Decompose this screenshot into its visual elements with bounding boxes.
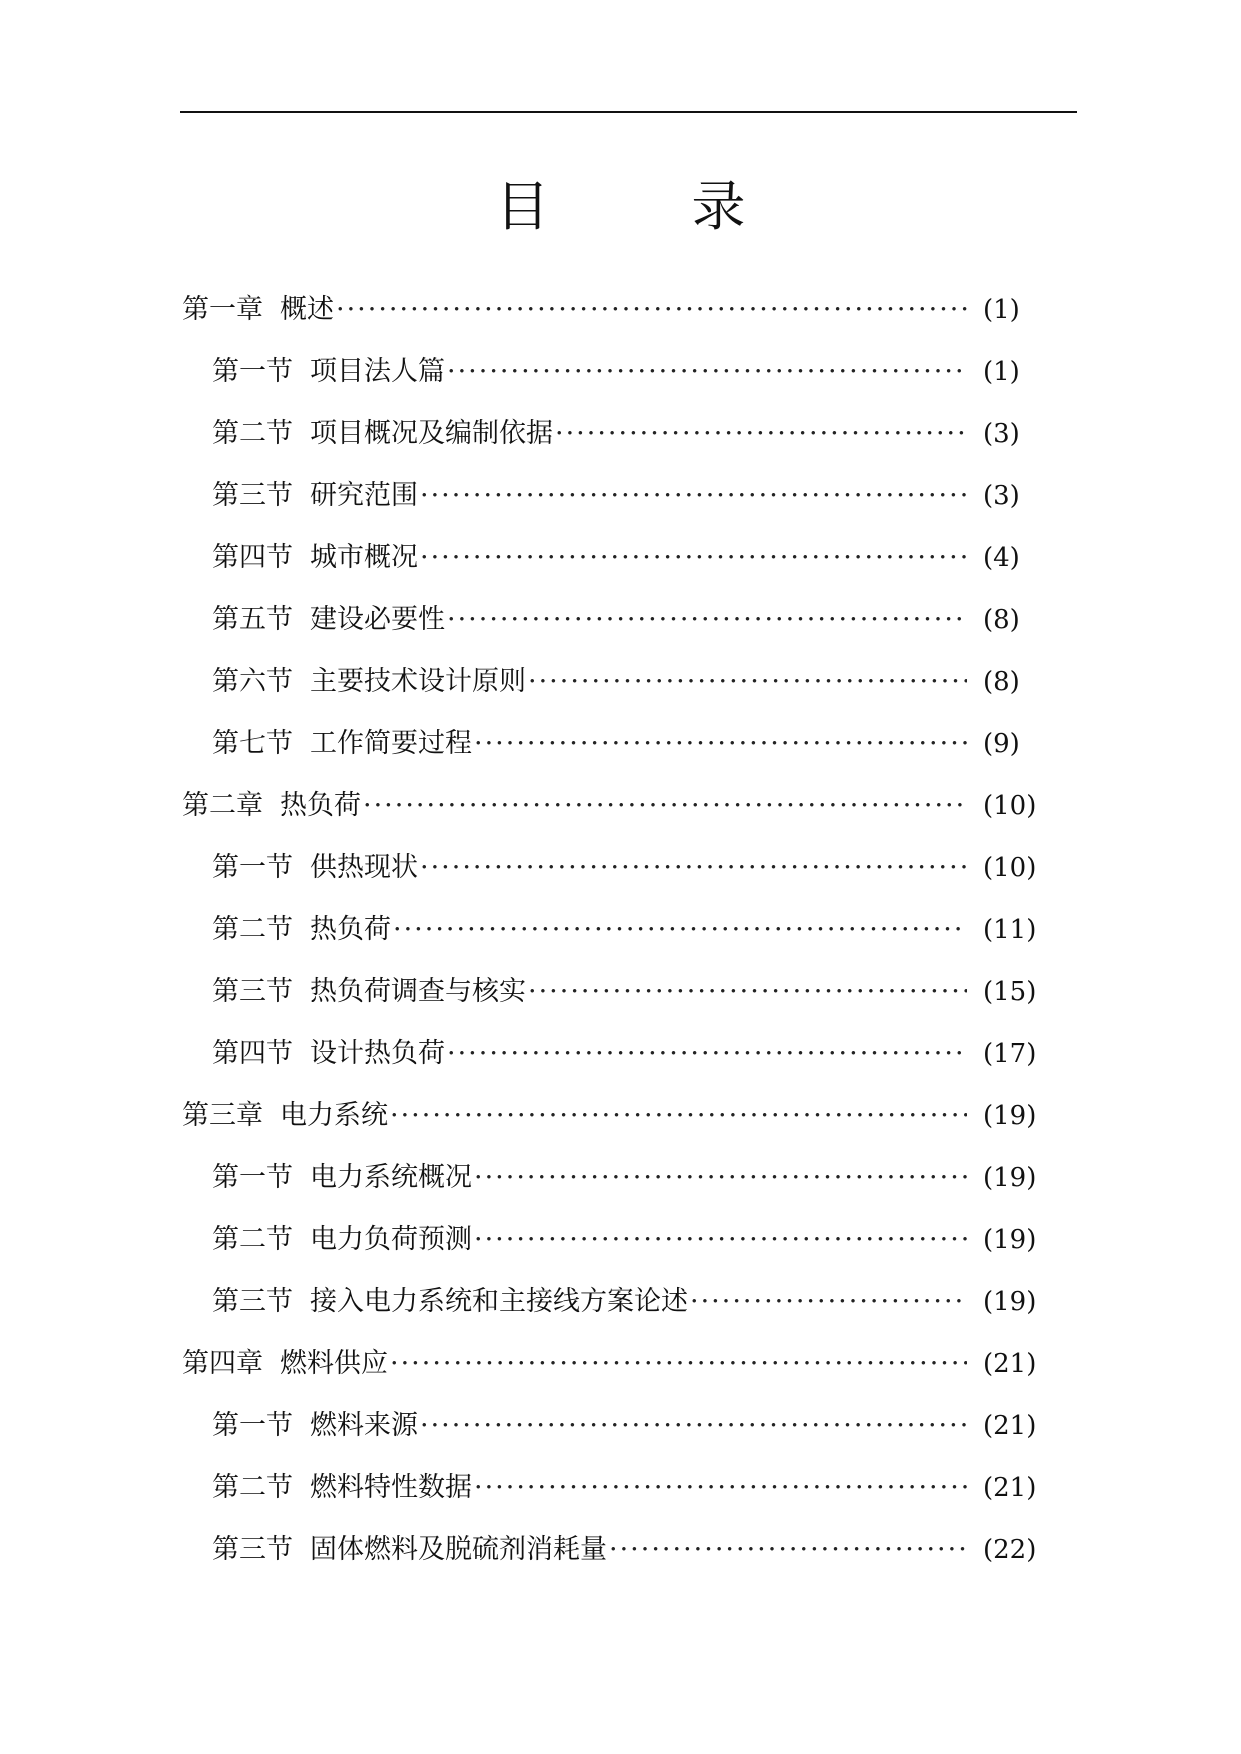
entry-title: 热负荷: [310, 914, 391, 945]
entry-number: 第三节: [212, 480, 293, 511]
page-number: (3): [983, 481, 1020, 511]
entry-title: 电力负荷预测: [310, 1224, 472, 1255]
entry-title: 设计热负荷: [310, 1038, 445, 1069]
toc-entry-ch3[interactable]: [182, 1096, 1053, 1136]
entry-number: 第四节: [212, 542, 293, 573]
toc-entry-ch1-s7[interactable]: [212, 724, 1053, 764]
entry-number: 第五节: [212, 604, 293, 635]
toc-entry-ch3-s3[interactable]: [212, 1282, 1053, 1322]
leader-dots: [420, 1406, 967, 1446]
entry-title: 燃料供应: [280, 1348, 388, 1379]
leader-dots: [555, 414, 967, 454]
entry-title: 建设必要性: [310, 604, 445, 635]
page-number: (10): [983, 791, 1037, 821]
toc-entry-ch1[interactable]: [182, 290, 1053, 330]
toc-entry-ch1-s2[interactable]: [212, 414, 1053, 454]
entry-number: 第六节: [212, 666, 293, 697]
toc-entry-ch4-s3[interactable]: [212, 1530, 1053, 1570]
leader-dots: [528, 662, 967, 702]
entry-title: 燃料特性数据: [310, 1472, 472, 1503]
entry-number: 第七节: [212, 728, 293, 759]
leader-dots: [474, 1158, 967, 1198]
page-title: 目 录: [495, 175, 790, 238]
page-number: (4): [983, 543, 1020, 573]
entry-title: 项目法人篇: [310, 356, 445, 387]
leader-dots: [447, 600, 967, 640]
entry-number: 第一节: [212, 852, 293, 883]
toc-entry-ch2-s2[interactable]: [212, 910, 1053, 950]
leader-dots: [420, 848, 967, 888]
entry-title: 热负荷调查与核实: [310, 976, 526, 1007]
entry-title: 燃料来源: [310, 1410, 418, 1441]
entry-title: 概述: [280, 294, 334, 325]
page-number: (8): [983, 667, 1020, 697]
leader-dots: [474, 724, 967, 764]
toc-entry-ch2-s1[interactable]: [212, 848, 1053, 888]
entry-number: 第三节: [212, 1534, 293, 1565]
toc-entry-ch1-s4[interactable]: [212, 538, 1053, 578]
header-rule: [180, 111, 1077, 113]
leader-dots: [390, 1096, 967, 1136]
toc-entry-ch4[interactable]: [182, 1344, 1053, 1384]
toc-entry-ch4-s2[interactable]: [212, 1468, 1053, 1508]
entry-title: 主要技术设计原则: [310, 666, 526, 697]
entry-number: 第四节: [212, 1038, 293, 1069]
leader-dots: [363, 786, 967, 826]
leader-dots: [420, 476, 967, 516]
toc-entry-ch3-s2[interactable]: [212, 1220, 1053, 1260]
leader-dots: [393, 910, 967, 950]
entry-number: 第二节: [212, 418, 293, 449]
entry-number: 第一节: [212, 1410, 293, 1441]
entry-title: 供热现状: [310, 852, 418, 883]
page-number: (19): [983, 1101, 1037, 1131]
entry-title: 城市概况: [310, 542, 418, 573]
entry-number: 第三节: [212, 1286, 293, 1317]
leader-dots: [336, 290, 967, 330]
leader-dots: [447, 352, 967, 392]
entry-number: 第一节: [212, 1162, 293, 1193]
leader-dots: [528, 972, 967, 1012]
page-number: (17): [983, 1039, 1037, 1069]
leader-dots: [690, 1282, 967, 1322]
toc-entry-ch2[interactable]: [182, 786, 1053, 826]
leader-dots: [474, 1468, 967, 1508]
page-number: (10): [983, 853, 1037, 883]
toc-entry-ch3-s1[interactable]: [212, 1158, 1053, 1198]
page-number: (19): [983, 1163, 1037, 1193]
entry-number: 第二章: [182, 790, 263, 821]
entry-number: 第一节: [212, 356, 293, 387]
page-number: (8): [983, 605, 1020, 635]
toc-entry-ch2-s3[interactable]: [212, 972, 1053, 1012]
leader-dots: [420, 538, 967, 578]
page-number: (11): [983, 915, 1037, 945]
page-number: (15): [983, 977, 1037, 1007]
page-number: (19): [983, 1287, 1037, 1317]
page-number: (9): [983, 729, 1020, 759]
entry-number: 第二节: [212, 914, 293, 945]
toc-entry-ch2-s4[interactable]: [212, 1034, 1053, 1074]
page-number: (21): [983, 1473, 1037, 1503]
entry-title: 工作简要过程: [310, 728, 472, 759]
entry-number: 第二节: [212, 1472, 293, 1503]
page-number: (22): [983, 1535, 1037, 1565]
entry-number: 第一章: [182, 294, 263, 325]
entry-title: 电力系统: [280, 1100, 388, 1131]
page-number: (21): [983, 1411, 1037, 1441]
leader-dots: [609, 1530, 967, 1570]
page-number: (1): [983, 295, 1020, 325]
entry-title: 接入电力系统和主接线方案论述: [310, 1286, 688, 1317]
toc-entry-ch1-s3[interactable]: [212, 476, 1053, 516]
toc-entry-ch1-s6[interactable]: [212, 662, 1053, 702]
entry-number: 第二节: [212, 1224, 293, 1255]
toc-entry-ch1-s1[interactable]: [212, 352, 1053, 392]
entry-title: 项目概况及编制依据: [310, 418, 553, 449]
page-number: (19): [983, 1225, 1037, 1255]
entry-number: 第三章: [182, 1100, 263, 1131]
entry-title: 电力系统概况: [310, 1162, 472, 1193]
page-number: (3): [983, 419, 1020, 449]
leader-dots: [447, 1034, 967, 1074]
entry-title: 研究范围: [310, 480, 418, 511]
toc-entry-ch1-s5[interactable]: [212, 600, 1053, 640]
entry-number: 第四章: [182, 1348, 263, 1379]
toc-entry-ch4-s1[interactable]: [212, 1406, 1053, 1446]
entry-title: 热负荷: [280, 790, 361, 821]
entry-number: 第三节: [212, 976, 293, 1007]
leader-dots: [474, 1220, 967, 1260]
page-number: (21): [983, 1349, 1037, 1379]
entry-title: 固体燃料及脱硫剂消耗量: [310, 1534, 607, 1565]
page-number: (1): [983, 357, 1020, 387]
leader-dots: [390, 1344, 967, 1384]
